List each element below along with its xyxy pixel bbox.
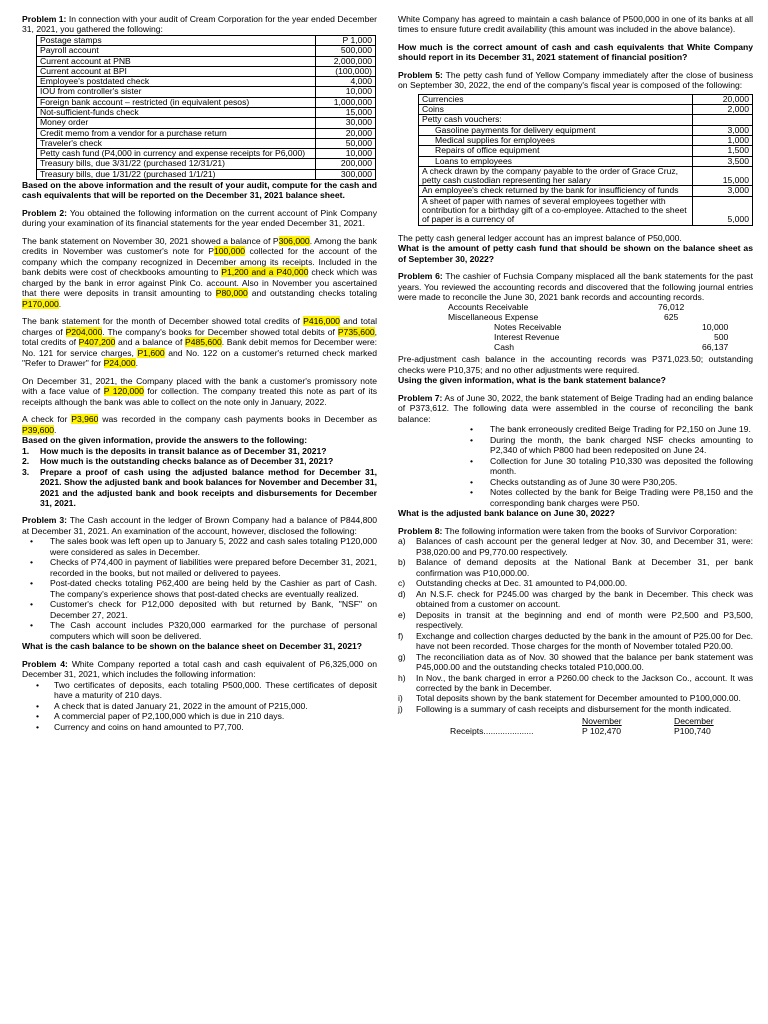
problem-3-question: What is the cash balance to be shown on the balance sheet on December 31, 2021? <box>22 641 363 652</box>
highlighted-amount: P24,000 <box>103 358 136 369</box>
item-label: Credit memo from a vendor for a purchase return <box>37 128 316 138</box>
paragraph-text: The bank statement on November 30, 2021 showed a balance of P <box>22 235 279 246</box>
item-label: Payroll account <box>37 46 316 56</box>
item-label: Not-sufficient-funds check <box>37 107 316 117</box>
table-row <box>37 107 376 117</box>
paragraph-text: collected for the account of the company which the company recognized in December among its receipts. Included in the bank debits were cost of checkbooks amounting to <box>22 246 377 278</box>
question-number: 3. <box>22 466 30 477</box>
je-misc-expense-amount: 625 <box>664 312 679 323</box>
problem-6-question: Using the given information, what is the bank statement balance? <box>398 375 666 386</box>
item-label: Money order <box>37 118 316 128</box>
paragraph-text: and a balance of <box>115 337 185 348</box>
bullet-item: • The Cash account includes P320,000 earmarked for the purchase of personal computers which will soon be delivered. <box>22 620 377 641</box>
je-interest-revenue: Interest Revenue <box>494 332 560 343</box>
lettered-item <box>398 610 753 631</box>
lettered-item <box>398 557 753 578</box>
problem-5-intro: Problem 5: The petty cash fund of Yellow Company immediately after the close of business on September 30, 2022, the end of the company's fiscal year is composed of the following: <box>398 69 754 91</box>
highlighted-amount: P80,000 <box>215 288 248 299</box>
table-row <box>419 196 753 225</box>
item-amount: 1,500 <box>693 146 753 156</box>
item-label: A sheet of paper with names of several employees together with contribution for a birthday gift of a co-employee. Attached to the sheet of paper is a currency of <box>419 196 693 225</box>
highlighted-amount: P735,600 <box>337 326 375 337</box>
item-text: In Nov., the bank charged in error a P260.00 check to the Jackson Co., account. It was corrected by the bank in December. <box>416 672 753 693</box>
table-row <box>37 118 376 128</box>
paragraph-text: . <box>135 358 138 369</box>
paragraph-text: . The company's books for December showed total debits of <box>102 326 338 337</box>
highlighted-amount: P 120,000 <box>103 386 144 397</box>
lettered-item <box>398 631 753 652</box>
item-amount: 200,000 <box>316 159 376 169</box>
je-cash: Cash <box>494 342 515 353</box>
paragraph-text: was recorded in the company cash payments books in December as <box>98 414 377 425</box>
item-amount: 2,000 <box>693 105 753 115</box>
item-letter: g) <box>398 651 406 662</box>
item-label: Petty cash fund (P4,000 in currency and expense receipts for P6,000) <box>37 149 316 159</box>
paragraph-text: . Among the bank credits in November was customer's note for P <box>22 235 377 257</box>
problem-4-intro: Problem 4: White Company reported a total cash and cash equivalent of P6,325,000 on December 31, 2021, which includes the following information: <box>22 658 377 680</box>
item-amount: 4,000 <box>316 77 376 87</box>
paragraph-text: . <box>58 298 62 309</box>
bullet-item: • Currency and coins on hand amounted to P7,700. <box>22 722 377 732</box>
item-amount: 30,000 <box>316 118 376 128</box>
problem-3-label: Problem 3: <box>22 515 67 526</box>
item-label: Currencies <box>419 94 693 104</box>
problem-2-questions-intro: Based on the given information, provide the answers to the following: <box>22 435 308 446</box>
item-letter: e) <box>398 609 406 620</box>
item-letter: j) <box>398 703 403 714</box>
paragraph-text: A check for <box>22 414 72 425</box>
problem-6-after: Pre-adjustment cash balance in the accounting records was P371,023.50; outstanding checks were P10,375; and no other adjustments were required. <box>398 354 753 375</box>
problem-2-label: Problem 2: <box>22 207 68 218</box>
problem-7-intro: Problem 7: As of June 30, 2022, the bank statement of Beige Trading had an ending balance of P373,612. The following data were assembled in the course of reconciling the bank balance: <box>398 392 753 424</box>
problem-2-para-1 <box>22 236 377 309</box>
item-amount: 10,000 <box>316 149 376 159</box>
table-row <box>37 128 376 138</box>
table-row <box>419 186 753 196</box>
item-amount: 3,000 <box>693 186 753 196</box>
item-text: An N.S.F. check for P245.00 was charged by the bank in December. This check was obtained from a customer on account. <box>416 588 753 610</box>
table-row <box>419 156 753 166</box>
item-text: Exchange and collection charges deducted by the bank in the amount of P25.00 for Dec. have not been recorded. Those charges for the month of November totaled P20.00. <box>416 630 753 652</box>
item-label: Foreign bank account – restricted (in equivalent pesos) <box>37 97 316 107</box>
problem-2-questions <box>22 446 377 509</box>
problem-2-para-2 <box>22 316 377 368</box>
question-item <box>22 446 377 456</box>
paragraph-text: check which was charged by the bank in error against Pink Co. account. Also in November you ascertained that there were deposits in transit amounting to <box>22 267 377 299</box>
problem-5-after: The petty cash general ledger account has an imprest balance of P50,000. <box>398 232 682 243</box>
summary-header-november: November <box>582 716 622 727</box>
bullet-item: • Checks of P74,400 in payment of liabilities were prepared before December 31, 2021, recorded in the books, but not mailed or delivered to payees. <box>22 557 377 578</box>
item-letter: f) <box>398 630 404 641</box>
problem-8-list <box>398 536 753 714</box>
highlighted-amount: P416,000 <box>303 316 340 327</box>
item-amount: 20,000 <box>316 128 376 138</box>
paragraph-text: . Bank debit memos for December were: No. 121 for service charges, <box>22 337 378 358</box>
table-row <box>37 46 376 56</box>
bullet-item: • The bank erroneously credited Beige Trading for P2,150 on June 19. <box>398 424 753 434</box>
problem-7-question: What is the adjusted bank balance on June 30, 2022? <box>398 508 615 519</box>
lettered-item <box>398 589 753 610</box>
paragraph-text: and outstanding checks totaling <box>247 288 377 299</box>
item-letter: h) <box>398 672 406 683</box>
highlighted-amount: 306,000 <box>278 235 310 246</box>
problem-1-table <box>36 35 376 180</box>
paragraph-text: , total credits of <box>22 326 378 348</box>
table-row <box>419 105 753 115</box>
cash-summary <box>398 714 753 736</box>
bullet-item: • Notes collected by the bank for Beige Trading were P8,150 and the corresponding bank charges were P50. <box>398 487 753 508</box>
je-accounts-receivable-amount: 76,012 <box>658 302 685 313</box>
problem-2-intro: Problem 2: You obtained the following information on the current account of Pink Company during your examination of its financial statements for the year ended December 31, 2021. <box>22 207 377 229</box>
item-label: IOU from controller's sister <box>37 87 316 97</box>
item-amount: 50,000 <box>316 138 376 148</box>
item-amount: 15,000 <box>316 107 376 117</box>
item-label: Current account at BPI <box>37 66 316 76</box>
item-label: Traveler's check <box>37 138 316 148</box>
je-interest-revenue-amount: 500 <box>714 332 729 343</box>
highlighted-amount: P39,600 <box>22 424 55 435</box>
journal-entries <box>448 302 753 354</box>
table-row <box>419 125 753 135</box>
paragraph-text: for collection. The company treated this note as part of its receipts although the bank was able to collect on the note only in January, 2022. <box>22 386 378 407</box>
item-letter: d) <box>398 588 406 599</box>
problem-1-question: Based on the above information and the result of your audit, compute for the cash and cash equivalents that will be reported on the December 31, 2021 balance sheet. <box>22 179 377 201</box>
problem-5-question: What is the amount of petty cash fund that should be shown on the balance sheet as of September 30, 2022? <box>398 243 753 264</box>
highlighted-amount: P485,600 <box>184 337 222 348</box>
table-row <box>419 166 753 186</box>
highlighted-amount: P407,200 <box>78 337 116 348</box>
item-label: Treasury bills, due 1/31/22 (purchased 1/1/21) <box>37 169 316 179</box>
bullet-item: • The sales book was left open up to January 5, 2022 and cash sales totaling P120,000 were considered as sales in December. <box>22 536 377 557</box>
highlighted-amount: P3,960 <box>71 414 99 425</box>
table-row <box>37 138 376 148</box>
item-letter: a) <box>398 536 406 547</box>
item-label: Gasoline payments for delivery equipment <box>419 125 693 135</box>
table-row <box>37 66 376 76</box>
item-amount: 5,000 <box>693 196 753 225</box>
item-amount <box>693 115 753 125</box>
item-amount: 3,500 <box>693 156 753 166</box>
table-row <box>37 77 376 87</box>
item-text: Balance of demand deposits at the National Bank at December 31, per bank confirmation was P10,000.00. <box>416 557 753 578</box>
item-text: The reconciliation data as of Nov. 30 showed that the balance per bank statement was P45,000.00 and the outstanding checks totaled P10,000.00. <box>416 651 753 673</box>
bullet-item: • Two certificates of deposits, each totaling P500,000. These certificates of deposit have a maturity of 210 days. <box>22 680 377 701</box>
item-text: Following is a summary of cash receipts and disbursement for the month indicated. <box>416 703 732 714</box>
question-text: How much is the outstanding checks balance as of December 31, 2021? <box>40 456 334 467</box>
paragraph-text: The bank statement for the month of December showed total credits of <box>22 316 304 327</box>
highlighted-amount: P170,000 <box>22 298 59 309</box>
highlighted-amount: P204,000 <box>65 326 103 337</box>
problem-6-label: Problem 6: <box>398 271 443 282</box>
item-label: Postage stamps <box>37 35 316 45</box>
je-misc-expense: Miscellaneous Expense <box>448 312 539 323</box>
item-text: Deposits in transit at the beginning and end of month were P2,500 and P3,500, respectively. <box>416 609 753 631</box>
problem-5-table <box>418 94 753 226</box>
lettered-item <box>398 578 753 588</box>
item-amount: 3,000 <box>693 125 753 135</box>
item-letter: c) <box>398 578 406 589</box>
bullet-item: • During the month, the bank charged NSF checks amounting to P2,340 of which P800 had been redeposited on June 24. <box>398 435 753 456</box>
je-cash-amount: 66,137 <box>702 342 729 353</box>
table-row <box>419 94 753 104</box>
lettered-item <box>398 536 753 557</box>
item-label: An employee's check returned by the bank for insufficiency of funds <box>419 186 693 196</box>
bullet-item: • A commercial paper of P2,100,000 which is due in 210 days. <box>22 711 377 721</box>
item-text: Outstanding checks at Dec. 31 amounted to P4,000.00. <box>416 578 628 589</box>
table-row <box>37 97 376 107</box>
highlighted-amount: P1,200 and a P40,000 <box>221 267 309 278</box>
lettered-item <box>398 673 753 694</box>
problem-8-intro: Problem 8: The following information were taken from the books of Survivor Corporation: <box>398 525 737 536</box>
paragraph-text: . <box>54 424 57 435</box>
summary-header-december: December <box>674 716 714 727</box>
item-amount: 2,000,000 <box>316 56 376 66</box>
problem-4-list <box>22 680 377 732</box>
item-amount: 15,000 <box>693 166 753 186</box>
problem-8-label: Problem 8: <box>398 525 443 536</box>
left-column <box>22 14 377 732</box>
item-label: Medical supplies for employees <box>419 136 693 146</box>
item-amount: P 1,000 <box>316 35 376 45</box>
je-accounts-receivable: Accounts Receivable <box>448 302 529 313</box>
item-label: Petty cash vouchers: <box>419 115 693 125</box>
highlighted-amount: 100,000 <box>213 246 246 257</box>
problem-5-label: Problem 5: <box>398 69 443 80</box>
item-amount: 1,000 <box>693 136 753 146</box>
item-letter: i) <box>398 693 403 704</box>
item-label: Employee's postdated check <box>37 77 316 87</box>
paragraph-text: and total charges of <box>22 316 378 337</box>
item-label: Coins <box>419 105 693 115</box>
bullet-item: • A check that is dated January 21, 2022 in the amount of P215,000. <box>22 701 377 711</box>
question-text: How much is the deposits in transit balance as of December 31, 2021? <box>40 445 327 456</box>
table-row <box>37 149 376 159</box>
problem-6-intro: Problem 6: The cashier of Fuchsia Company misplaced all the bank statements for the past years. You reviewed the accounting records and discovered that the following journal entries were made to reconcile the June 30, 2021 bank records and accounting records. <box>398 271 753 302</box>
item-amount: 20,000 <box>693 94 753 104</box>
question-number: 2. <box>22 456 30 467</box>
bullet-item: • Customer's check for P12,000 deposited with but returned by Bank, "NSF" on December 27, 2021. <box>22 599 377 620</box>
bullet-item: • Checks outstanding as of June 30 were P30,205. <box>398 477 753 487</box>
problem-4-continued: White Company has agreed to maintain a cash balance of P500,000 in one of its banks at all times to ensure future credit availability (this amount was included in the above balance). <box>398 14 753 35</box>
lettered-item <box>398 652 753 673</box>
problem-1-label: Problem 1: <box>22 14 67 24</box>
question-item <box>22 456 377 466</box>
right-column <box>398 14 753 736</box>
paragraph-text: On December 31, 2021, the Company placed with the bank a customer's promissory note with a face value of <box>22 375 377 397</box>
problem-3-intro: Problem 3: The Cash account in the ledger of Brown Company had a balance of P844,800 at December 31, 2021. An examination of the account, however, disclosed the following: <box>22 515 377 536</box>
item-label: Repairs of office equipment <box>419 146 693 156</box>
item-amount: 1,000,000 <box>316 97 376 107</box>
item-letter: b) <box>398 557 406 568</box>
question-number: 1. <box>22 445 30 456</box>
table-row <box>419 146 753 156</box>
problem-4-label: Problem 4: <box>22 658 68 669</box>
item-label: Treasury bills, due 3/31/22 (purchased 12/31/21) <box>37 159 316 169</box>
item-amount: (100,000) <box>316 66 376 76</box>
bullet-item: • Collection for June 30 totaling P10,330 was deposited the following month. <box>398 456 753 477</box>
problem-1-intro: Problem 1: In connection with your audit of Cream Corporation for the year ended December 31, 2021, you gathered the following: <box>22 14 377 35</box>
item-label: A check drawn by the company payable to the order of Grace Cruz, petty cash custodian representing her salary <box>419 166 693 186</box>
question-text: Prepare a proof of cash using the adjusted balance method for December 31, 2021. Show the adjusted bank and book balances for November and December 31, 2021 and the adjusted bank and book receipts and disbursements for December 31, 2021. <box>40 466 377 508</box>
summary-receipts-december: P100,740 <box>674 726 711 737</box>
highlighted-amount: P1,600 <box>137 347 165 358</box>
summary-receipts-label: Receipts..................... <box>450 726 534 737</box>
problem-7-list <box>398 424 753 508</box>
table-row <box>419 136 753 146</box>
item-label: Current account at PNB <box>37 56 316 66</box>
item-text: Balances of cash account per the general ledger at Nov. 30, and December 31, were: P38,020.00 and P9,770.00 respectively. <box>416 536 753 557</box>
item-amount: 10,000 <box>316 87 376 97</box>
item-label: Loans to employees <box>419 156 693 166</box>
question-item <box>22 467 377 509</box>
item-text: Total deposits shown by the bank statement for December amounted to P100,000.00. <box>416 693 741 704</box>
table-row <box>37 159 376 169</box>
je-notes-receivable: Notes Receivable <box>494 322 562 333</box>
table-row <box>419 115 753 125</box>
item-amount: 500,000 <box>316 46 376 56</box>
table-row <box>37 87 376 97</box>
problem-3-list <box>22 536 377 641</box>
problem-7-label: Problem 7: <box>398 392 443 403</box>
problem-2-para-4 <box>22 414 377 435</box>
summary-receipts-november: P 102,470 <box>582 726 622 737</box>
table-row <box>37 169 376 179</box>
paragraph-text: and No. 122 on a customer's returned check marked "Refer to Drawer" for <box>22 347 377 369</box>
table-row <box>37 56 376 66</box>
problem-4-question: How much is the correct amount of cash and cash equivalents that White Company should report in its December 31, 2021 statement of financial position? <box>398 41 753 63</box>
table-row <box>37 35 376 45</box>
je-notes-receivable-amount: 10,000 <box>702 322 729 333</box>
lettered-item <box>398 693 753 703</box>
bullet-item: • Post-dated checks totaling P62,400 are being held by the Cashier as part of Cash. The company's experience shows that post-dated checks are eventually realized. <box>22 578 377 599</box>
item-amount: 300,000 <box>316 169 376 179</box>
lettered-item <box>398 704 753 714</box>
problem-2-para-3 <box>22 376 377 407</box>
